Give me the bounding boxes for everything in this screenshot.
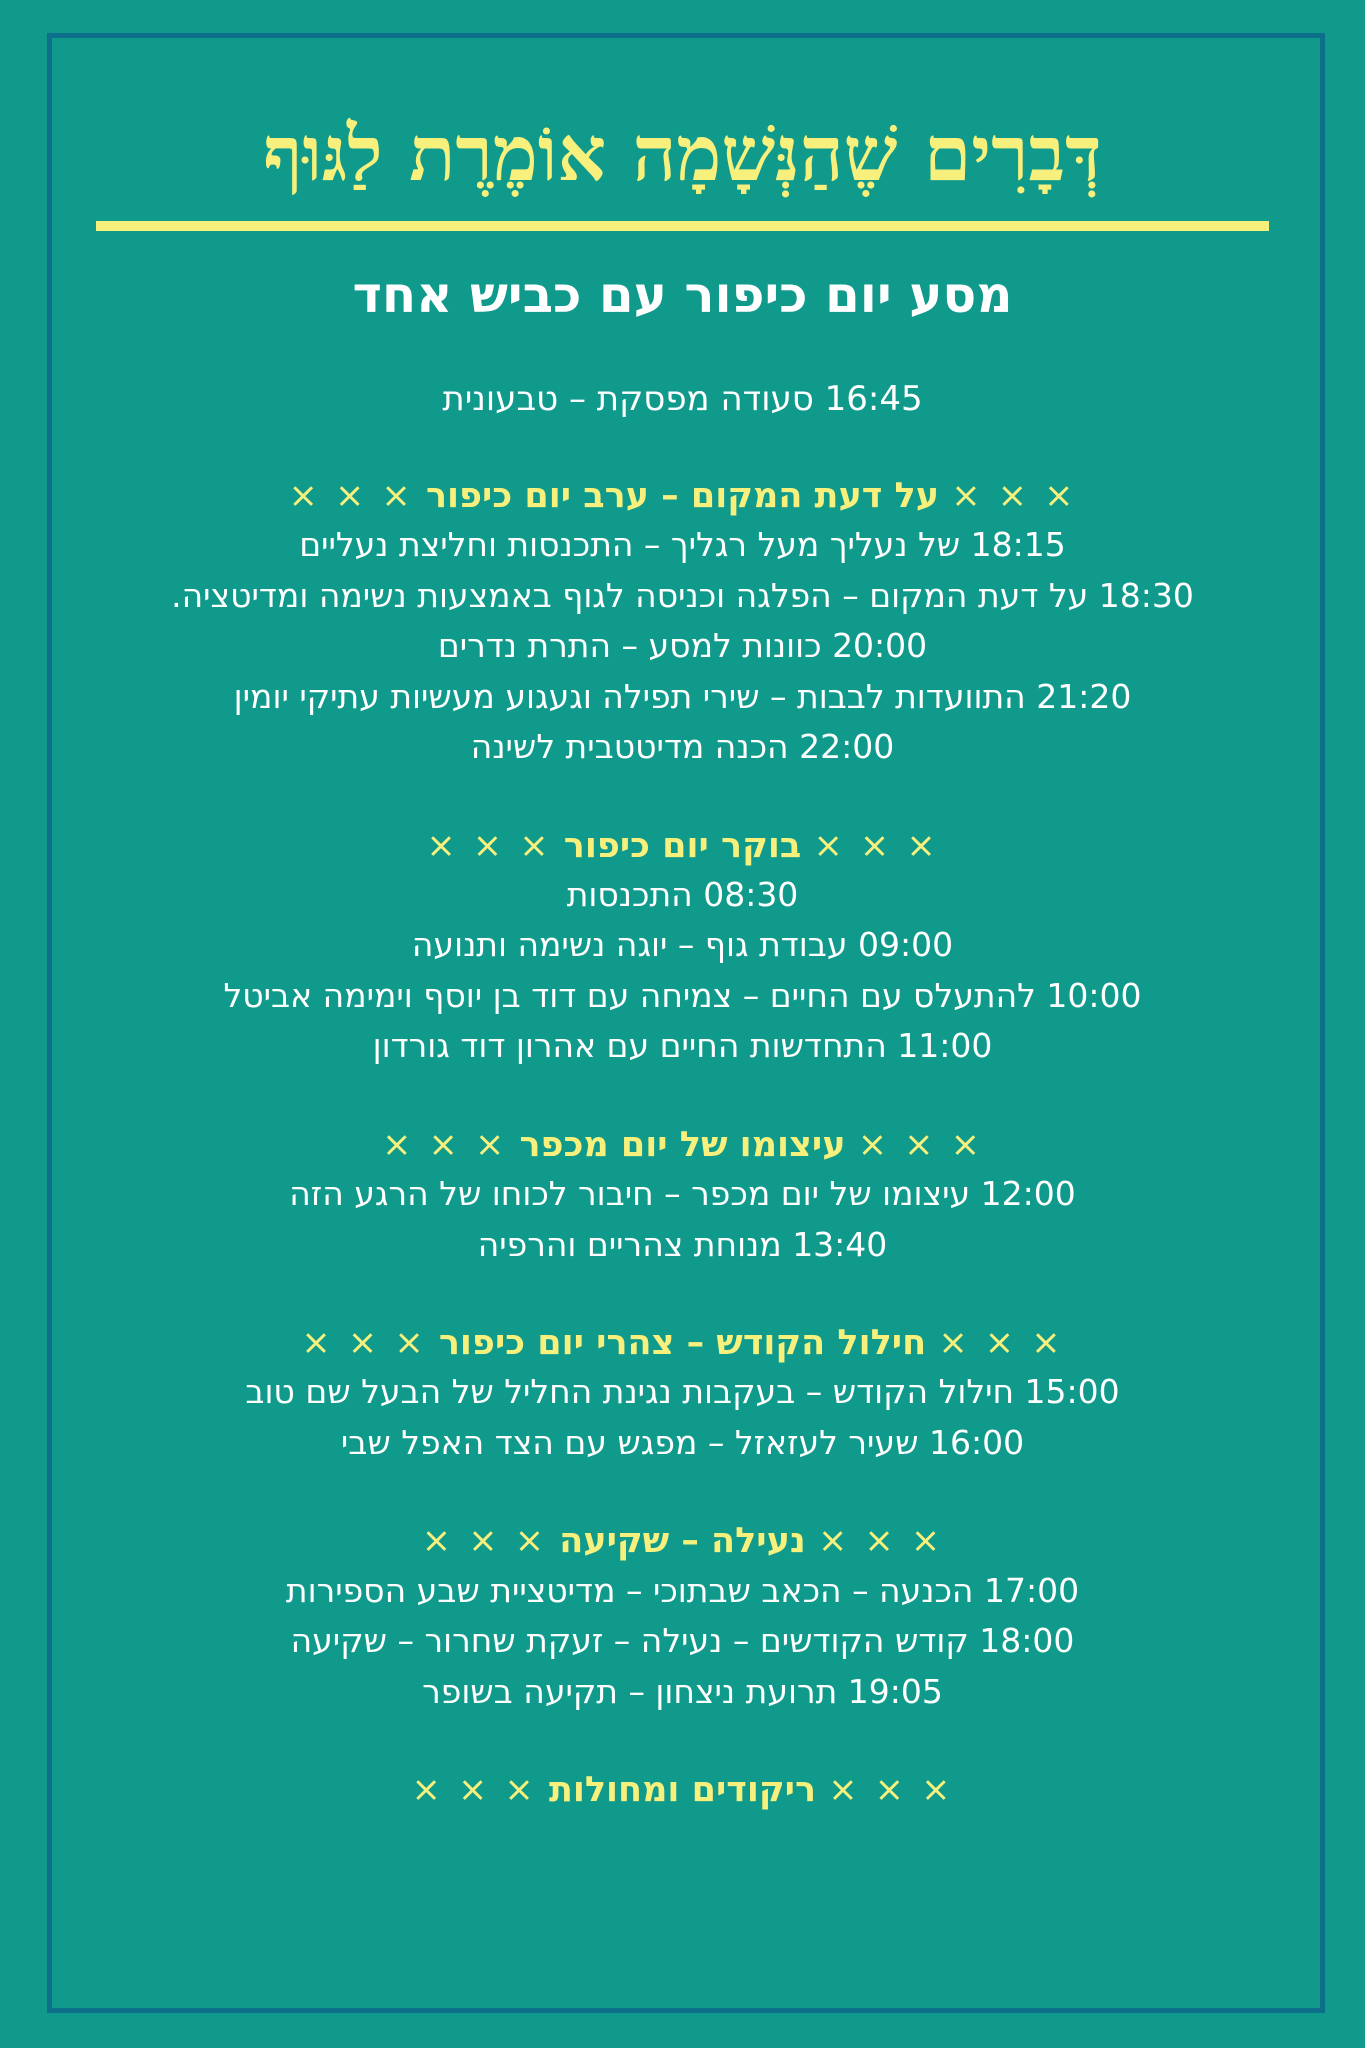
decorative-x-marks-end: × × × <box>301 1323 427 1364</box>
time-separator <box>822 626 833 665</box>
time-separator <box>960 525 971 564</box>
section-heading <box>90 1122 1275 1169</box>
section-title: ריקודים ומחולות <box>548 1770 817 1811</box>
schedule-item <box>90 920 1275 970</box>
program-section-dancing <box>90 1767 1275 1814</box>
time-separator <box>848 925 859 964</box>
schedule-time: 08:30 <box>703 875 799 914</box>
schedule-item <box>90 870 1275 920</box>
decorative-x-marks-end: × × × <box>288 476 414 517</box>
decorative-x-marks-start: × × × <box>828 1770 954 1811</box>
time-separator <box>1026 677 1037 716</box>
schedule-time: 12:00 <box>980 1174 1076 1214</box>
decorative-x-marks-start: × × × <box>817 1521 944 1562</box>
schedule-text: תרועת ניצחון – תקיעה בשופר <box>422 1671 838 1711</box>
section-title: חילול הקודש – צהרי יום כיפור <box>438 1323 927 1364</box>
program-section-morning <box>90 823 1275 1072</box>
schedule-time: 19:05 <box>847 1671 943 1711</box>
schedule-time: 15:00 <box>1024 1372 1120 1412</box>
schedule-text: כוונות למסע – התרת נדרים <box>437 626 822 666</box>
decorative-x-marks-start: × × × <box>857 1124 983 1165</box>
section-heading <box>90 1767 1275 1814</box>
time-separator <box>918 1423 929 1462</box>
schedule-time: 18:30 <box>1098 575 1194 615</box>
time-separator <box>782 1225 793 1264</box>
time-separator <box>974 1571 985 1610</box>
schedule-time: 18:00 <box>979 1621 1075 1661</box>
schedule-list <box>90 520 1275 772</box>
section-title: על דעת המקום – ערב יום כיפור <box>425 476 940 517</box>
schedule-time: 21:20 <box>1036 676 1132 716</box>
schedule-item <box>90 1616 1275 1666</box>
schedule-item <box>90 621 1275 671</box>
schedule-list <box>90 870 1275 1072</box>
schedule-text: התחדשות החיים עם אהרון דוד גורדון <box>372 1026 887 1066</box>
schedule-text: התוועדות לבבות – שירי תפילה וגעגוע מעשיות עתיקי יומין <box>233 676 1026 716</box>
decorative-x-marks-start: × × × <box>938 1323 1064 1364</box>
time-separator <box>1088 576 1099 615</box>
program-content <box>90 108 1275 1814</box>
schedule-item <box>90 520 1275 570</box>
decorative-x-marks-end: × × × <box>421 1521 548 1562</box>
decorative-x-marks-end: × × × <box>382 1124 508 1165</box>
schedule-text: הכנה מדיטטבית לשינה <box>470 727 789 767</box>
opening-meal-time: 16:45 <box>824 379 923 420</box>
schedule-time: 16:00 <box>928 1422 1025 1462</box>
time-separator <box>789 727 800 766</box>
main-title: דְּבָרִים שֶׁהַנְּשָׁמָה אוֹמֶרֶת לַגּוּף <box>263 109 1102 198</box>
schedule-text: התכנסות <box>566 875 693 914</box>
schedule-time: 11:00 <box>897 1026 993 1066</box>
schedule-item <box>90 1667 1275 1717</box>
time-separator <box>969 1621 980 1660</box>
schedule-item <box>90 672 1275 722</box>
decorative-x-marks-start: × × × <box>813 825 939 866</box>
schedule-text: על דעת המקום – הפלגה וכניסה לגוף באמצעות נשימה ומדיטציה. <box>171 575 1089 615</box>
time-separator <box>887 1026 898 1065</box>
title-underline <box>96 221 1269 231</box>
section-heading <box>90 823 1275 870</box>
program-subtitle: מסע יום כיפור עם כביש אחד <box>352 266 1013 325</box>
schedule-text: הכנעה – הכאב שבתוכי – מדיטציית שבע הספירות <box>285 1570 974 1610</box>
schedule-item <box>90 971 1275 1021</box>
opening-meal <box>90 377 1275 423</box>
time-separator <box>837 1672 848 1711</box>
time-separator <box>1036 976 1047 1015</box>
section-title: בוקר יום כיפור <box>563 825 802 866</box>
section-heading <box>90 1320 1275 1367</box>
opening-meal-text: סעודה מפסקת – טבעונית <box>442 379 814 420</box>
schedule-time: 09:00 <box>858 925 954 965</box>
schedule-time: 20:00 <box>832 626 928 666</box>
schedule-item <box>90 1566 1275 1616</box>
schedule-time: 10:00 <box>1046 975 1142 1015</box>
schedule-list <box>90 1169 1275 1270</box>
program-section-evening <box>90 473 1275 773</box>
schedule-text: עבודת גוף – יוגה נשימה ותנועה <box>411 925 848 965</box>
section-heading <box>90 473 1275 520</box>
program-section-midday <box>90 1122 1275 1270</box>
schedule-item <box>90 1021 1275 1071</box>
time-separator <box>1014 1372 1025 1411</box>
schedule-time: 13:40 <box>792 1224 888 1264</box>
schedule-item <box>90 1367 1275 1417</box>
section-heading <box>90 1518 1275 1565</box>
schedule-item <box>90 1418 1275 1468</box>
schedule-text: קודש הקודשים – נעילה – זעקת שחרור – שקיעה <box>290 1621 969 1661</box>
program-section-neila <box>90 1518 1275 1717</box>
schedule-list <box>90 1566 1275 1717</box>
schedule-text: חילול הקודש – בעקבות נגינת החליל של הבעל שם טוב <box>245 1372 1015 1412</box>
time-separator <box>970 1174 981 1213</box>
schedule-item <box>90 1169 1275 1219</box>
schedule-item <box>90 722 1275 772</box>
schedule-item <box>90 1220 1275 1270</box>
schedule-text: מנוחת צהריים והרפיה <box>477 1224 782 1264</box>
schedule-text: של נעליך מעל רגליך – התכנסות וחליצת נעליים <box>299 525 961 565</box>
decorative-x-marks-start: × × × <box>951 476 1077 517</box>
schedule-time: 17:00 <box>984 1570 1080 1610</box>
schedule-item <box>90 571 1275 621</box>
decorative-x-marks-end: × × × <box>426 825 552 866</box>
schedule-text: להתעלס עם החיים – צמיחה עם דוד בן יוסף וימימה אביטל <box>223 975 1036 1015</box>
decorative-x-marks-end: × × × <box>411 1770 537 1811</box>
schedule-text: שעיר לעזאזל – מפגש עם הצד האפל שבי <box>340 1422 919 1462</box>
section-title: עיצומו של יום מכפר <box>519 1124 846 1165</box>
schedule-text: עיצומו של יום מכפר – חיבור לכוחו של הרגע הזה <box>289 1174 971 1214</box>
program-section-afternoon <box>90 1320 1275 1468</box>
time-separator <box>693 875 704 914</box>
section-title: נעילה – שקיעה <box>559 1521 806 1562</box>
schedule-time: 18:15 <box>970 525 1066 565</box>
schedule-list <box>90 1367 1275 1468</box>
time-separator <box>814 379 825 419</box>
schedule-time: 22:00 <box>799 727 895 767</box>
